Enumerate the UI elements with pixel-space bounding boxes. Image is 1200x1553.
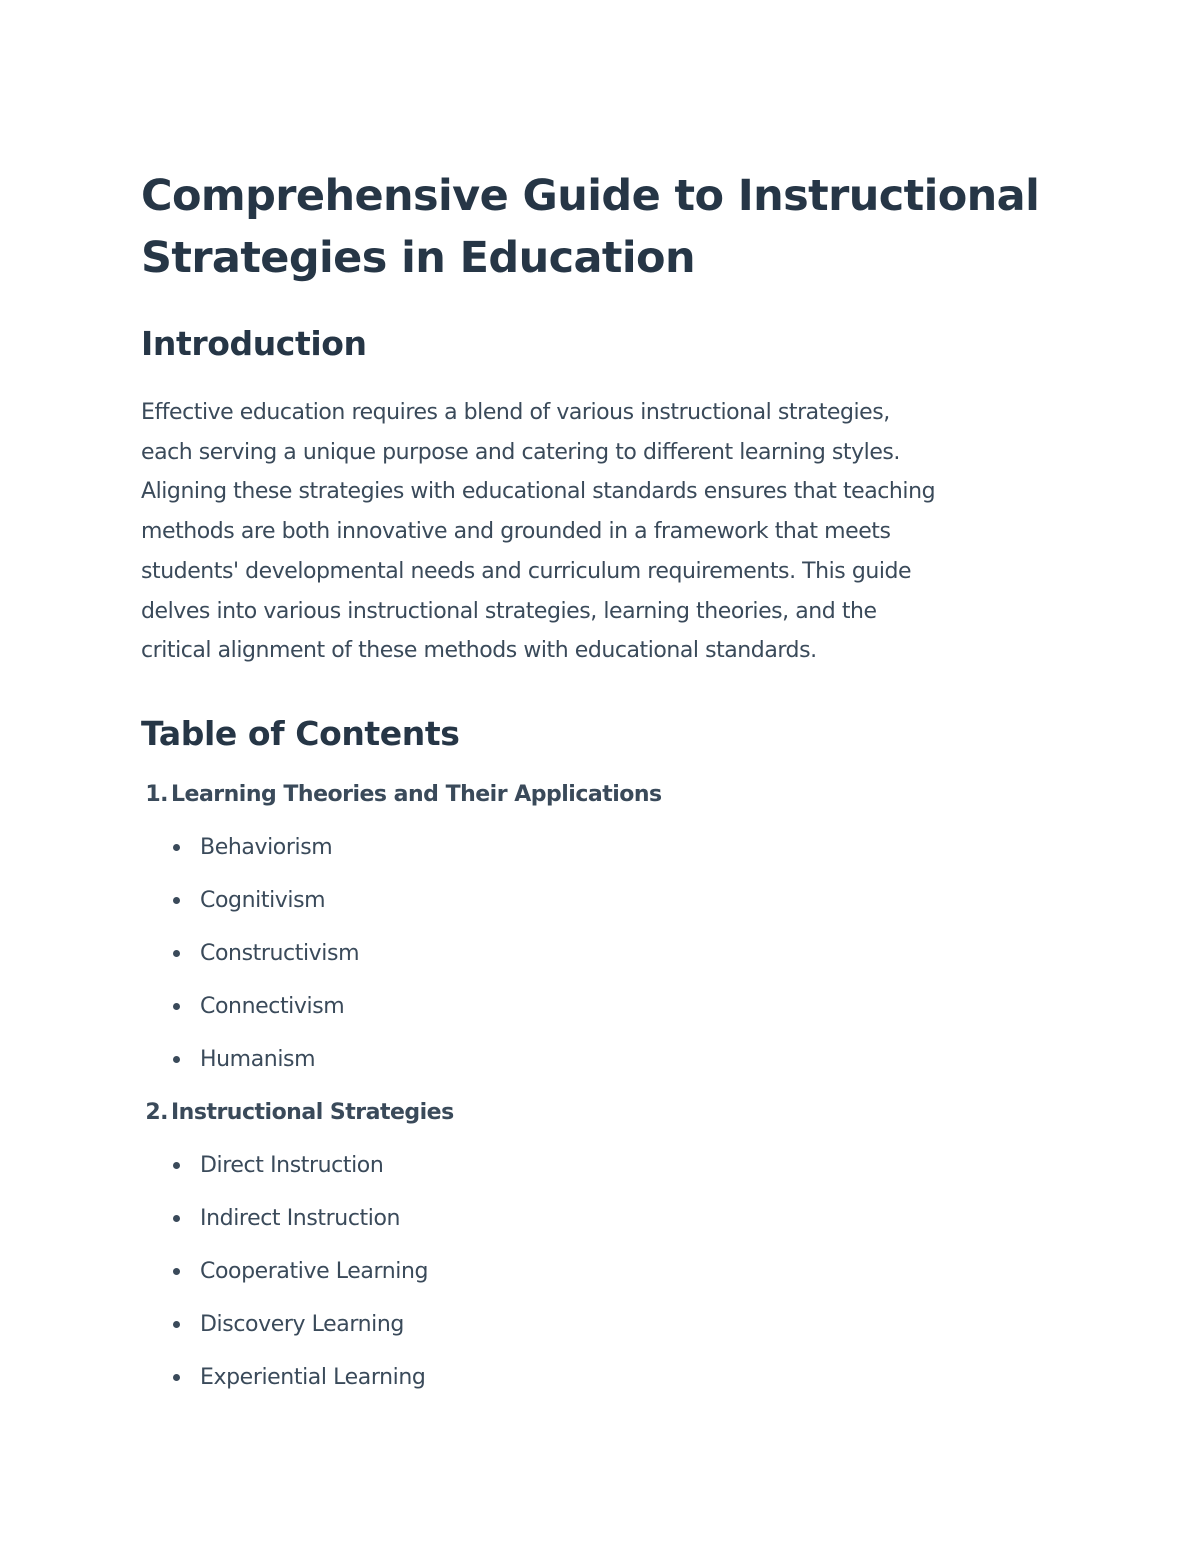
list-item [141, 1309, 1071, 1341]
bullet-icon [173, 1003, 180, 1010]
title-line-2: Strategies in Education [141, 233, 695, 283]
bullet-icon [173, 1321, 180, 1328]
list-item [141, 938, 1071, 970]
list-item [141, 1362, 1071, 1394]
list-item-label: Cooperative Learning [200, 1258, 429, 1284]
list-item [141, 832, 1071, 864]
list-item-label: Experiential Learning [200, 1364, 426, 1390]
bullet-icon [173, 897, 180, 904]
list-item-label: Behaviorism [200, 834, 333, 860]
intro-line: delves into various instructional strategies, learning theories, and the [141, 598, 877, 624]
bullet-icon [173, 950, 180, 957]
table-of-contents [141, 779, 1071, 1394]
document-title [141, 165, 1071, 289]
bullet-icon [173, 1268, 180, 1275]
toc-section-title [141, 779, 1071, 811]
list-item [141, 1150, 1071, 1182]
list-item-label: Direct Instruction [200, 1152, 384, 1178]
list-item-label: Constructivism [200, 940, 360, 966]
bullet-icon [173, 1162, 180, 1169]
list-item-label: Connectivism [200, 993, 345, 1019]
bullet-icon [173, 1056, 180, 1063]
toc-section [141, 779, 1071, 1076]
list-item [141, 885, 1071, 917]
bullet-icon [173, 1215, 180, 1222]
list-item-label: Indirect Instruction [200, 1205, 401, 1231]
toc-section-title [141, 1097, 1071, 1129]
bullet-icon [173, 844, 180, 851]
toc-section [141, 1097, 1071, 1394]
toc-section-number: 2. [145, 1099, 168, 1125]
list-item [141, 1044, 1071, 1076]
document-page [141, 165, 1071, 1394]
toc-sublist [141, 1150, 1071, 1394]
introduction-heading: Introduction [141, 324, 367, 363]
intro-line: Aligning these strategies with educational standards ensures that teaching [141, 479, 936, 505]
list-item [141, 991, 1071, 1023]
intro-line: methods are both innovative and grounded in a framework that meets [141, 519, 891, 545]
toc-sublist [141, 832, 1071, 1076]
intro-line: each serving a unique purpose and catering to different learning styles. [141, 439, 900, 465]
list-item [141, 1203, 1071, 1235]
list-item [141, 1256, 1071, 1288]
intro-line: students' developmental needs and curriculum requirements. This guide [141, 558, 912, 584]
intro-line: Effective education requires a blend of various instructional strategies, [141, 400, 890, 425]
toc-section-label: Learning Theories and Their Applications [171, 781, 662, 807]
introduction-paragraph [141, 393, 1071, 671]
toc-heading: Table of Contents [141, 713, 460, 753]
bullet-icon [173, 1374, 180, 1381]
toc-section-label: Instructional Strategies [171, 1099, 454, 1125]
title-line-1: Comprehensive Guide to Instructional [141, 171, 1040, 221]
toc-section-number: 1. [145, 781, 168, 807]
intro-line: critical alignment of these methods with educational standards. [141, 638, 817, 664]
list-item-label: Cognitivism [200, 887, 326, 913]
list-item-label: Discovery Learning [200, 1311, 404, 1337]
list-item-label: Humanism [200, 1046, 316, 1072]
